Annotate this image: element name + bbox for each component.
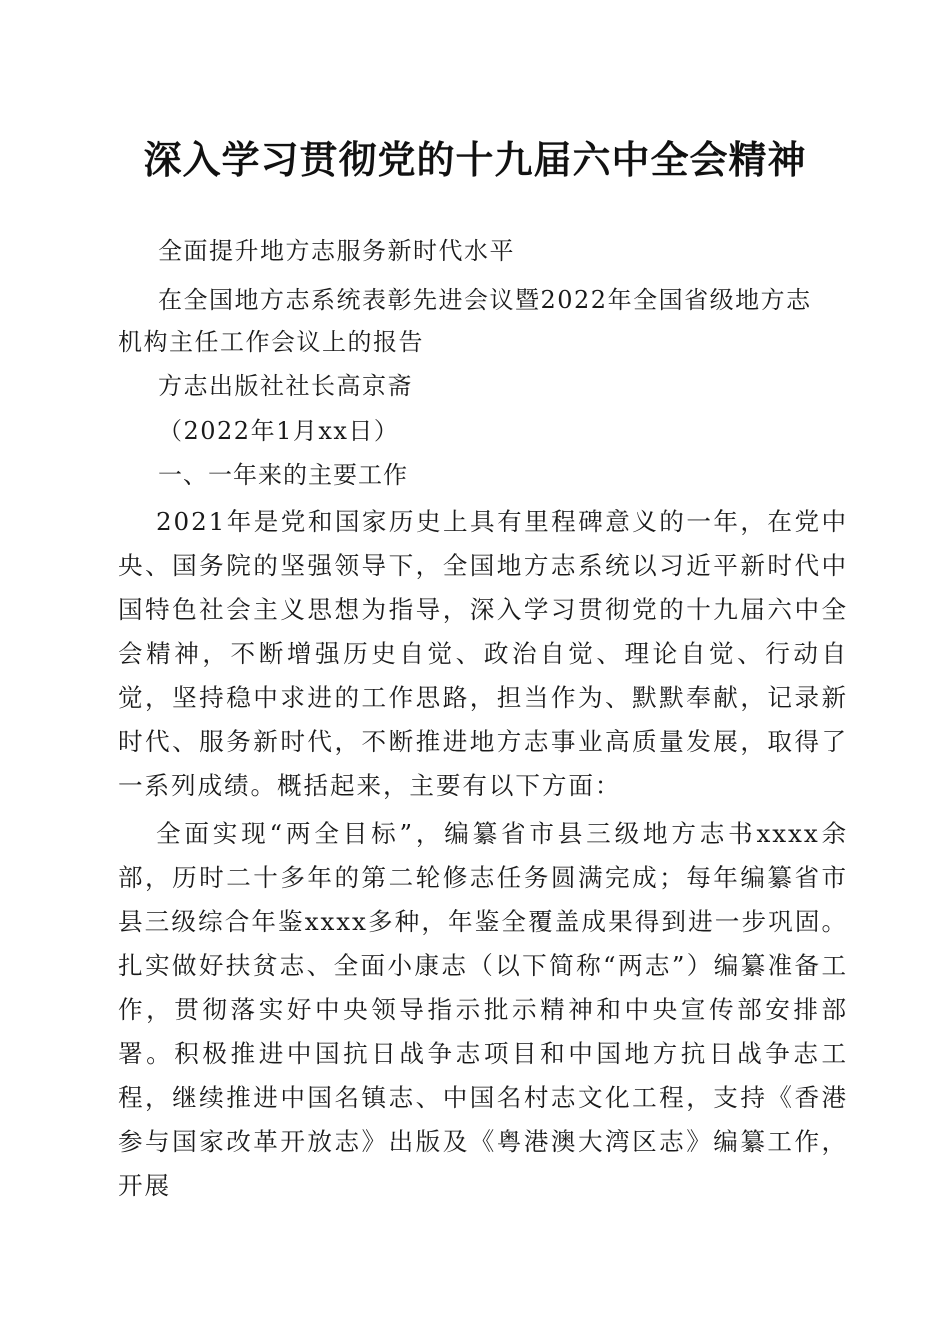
section-heading: 一、一年来的主要工作 (158, 461, 408, 489)
speaker-line: 方志出版社社长高京斋 (158, 372, 413, 400)
date-line: （2022年1月xx日） (158, 417, 400, 445)
document-title: 深入学习贯彻党的十九届六中全会精神 (143, 137, 807, 182)
occasion-line-1: 在全国地方志系统表彰先进会议暨2022年全国省级地方志 (158, 286, 812, 314)
report-subtitle: 全面提升地方志服务新时代水平 (158, 237, 515, 265)
occasion-line-2: 机构主任工作会议上的报告 (118, 328, 424, 356)
body-paragraph-1: 2021年是党和国家历史上具有里程碑意义的一年，在党中央、国务院的坚强领导下，全国地方志系统以习近平新时代中国特色社会主义思想为指导，深入学习贯彻党的十九届六中全会精神，不断增强历史自觉、政治自觉、理论自觉、行动自觉，坚持稳中求进的工作思路，担当作为、默默奉献，记录新时代、服务新时代，不断推进地方志事业高质量发展，取得了一系列成绩。概括起来，主要有以下方面： (118, 507, 848, 800)
body-paragraph-2: 全面实现“两全目标”，编纂省市县三级地方志书xxxx余部，历时二十多年的第二轮修志任务圆满完成；每年编纂省市县三级综合年鉴xxxx多种，年鉴全覆盖成果得到进一步巩固。扎实做好扶贫志、全面小康志（以下简称“两志”）编纂准备工作，贯彻落实好中央领导指示批示精神和中央宣传部安排部署。积极推进中国抗日战争志项目和中国地方抗日战争志工程，继续推进中国名镇志、中国名村志文化工程，支持《香港参与国家改革开放志》出版及《粤港澳大湾区志》编纂工作，开展 (118, 819, 848, 1200)
